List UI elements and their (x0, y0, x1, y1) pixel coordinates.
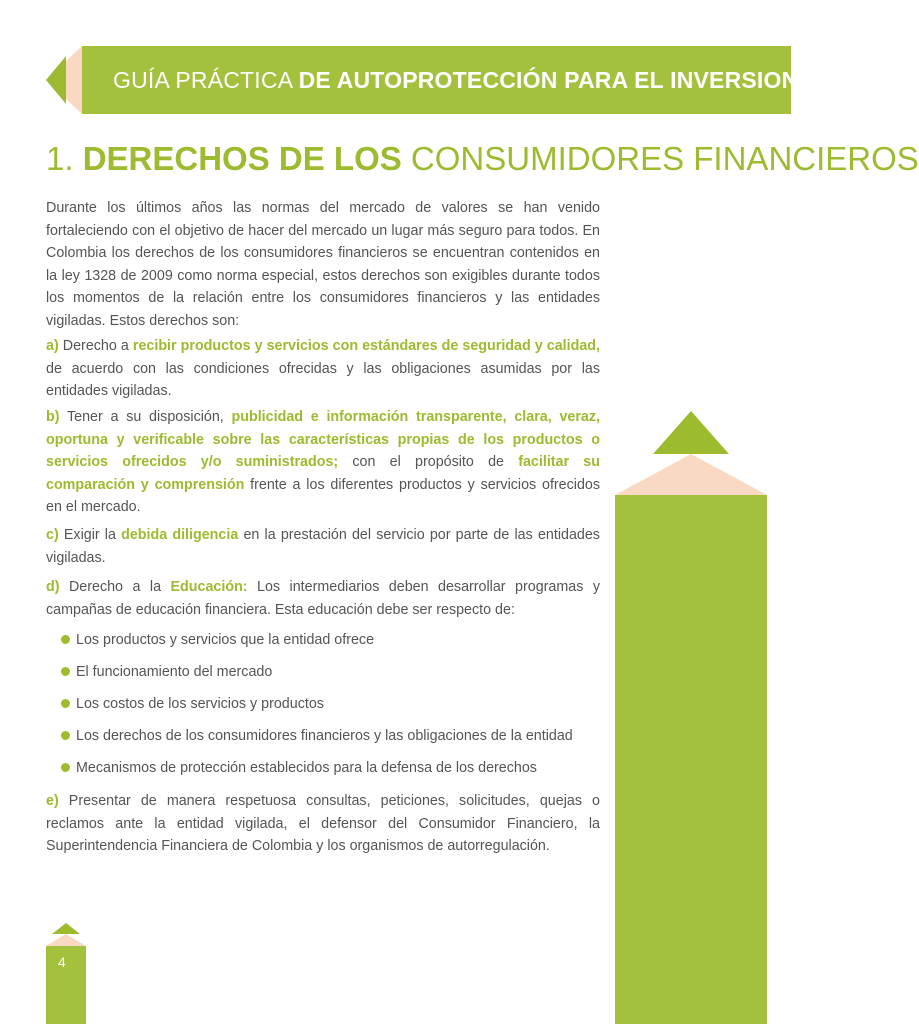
page-pencil-tip-icon (52, 923, 80, 934)
item-d-letter: d) (46, 579, 60, 595)
bullet-dot-icon (61, 763, 70, 772)
pencil-body (615, 495, 767, 1024)
item-b (46, 406, 600, 519)
list-item-text: El funcionamiento del mercado (76, 664, 273, 680)
list-item (60, 661, 600, 693)
list-item-text: Los costos de los servicios y productos (76, 696, 324, 712)
item-d-text-2: Los intermediarios deben desarrollar programas y campañas de educación financiera. Esta educación debe ser respecto de: (46, 579, 600, 618)
item-b-bold-1: publicidad e información transparente, clara, veraz, oportuna y verificable sobre las características propias de los productos o servicios ofrecidos y/o suministrados; (46, 409, 600, 470)
header-pencil-tip-icon (46, 46, 86, 114)
item-e-letter: e) (46, 793, 59, 809)
item-a-letter: a) (46, 338, 59, 354)
item-c-text-1: Exigir la (63, 527, 116, 543)
item-b-letter: b) (46, 409, 60, 425)
bullet-dot-icon (61, 635, 70, 644)
bullet-dot-icon (61, 731, 70, 740)
item-a-text-1: Derecho a (62, 338, 129, 354)
pencil-tip-icon (653, 411, 729, 454)
item-b-text-1: Tener a su disposición, (67, 409, 224, 425)
page-title (46, 139, 919, 179)
bullet-dot-icon (61, 699, 70, 708)
item-d (46, 576, 600, 621)
header-title-light: GUÍA PRÁCTICA (113, 67, 292, 93)
list-item (60, 693, 600, 725)
list-item-text: Mecanismos de protección establecidos para la defensa de los derechos (76, 760, 537, 776)
header-title-bold: DE AUTOPROTECCIÓN PARA EL INVERSIONISTA (298, 67, 850, 93)
list-item (60, 757, 600, 789)
title-bold: DERECHOS DE LOS (82, 140, 402, 177)
title-prefix: 1. (46, 140, 74, 177)
item-a (46, 335, 600, 403)
item-c (46, 524, 600, 569)
education-list (60, 629, 600, 789)
title-rest: CONSUMIDORES FINANCIEROS (410, 140, 919, 177)
item-e (46, 790, 600, 858)
pencil-wood-icon (615, 454, 767, 495)
item-b-text-2: con el propósito de (352, 454, 504, 470)
item-b-text-3: frente a los diferentes productos y servicios ofrecidos en el mercado. (46, 476, 601, 515)
page-pencil-wood-icon (46, 934, 86, 946)
list-item-text: Los derechos de los consumidores financieros y las obligaciones de la entidad (76, 728, 573, 744)
item-b-bold-2: facilitar su comparación y comprensión (46, 454, 600, 493)
item-d-bold-1: Educación: (170, 579, 248, 595)
item-a-bold-1: recibir productos y servicios con estándares de seguridad y calidad, (132, 338, 600, 354)
bullet-dot-icon (61, 667, 70, 676)
item-a-text-2: de acuerdo con las condiciones ofrecidas y las obligaciones asumidas por las entidades vigiladas. (46, 360, 600, 399)
list-item (60, 725, 600, 757)
list-item (60, 629, 600, 661)
item-c-bold-1: debida diligencia (121, 527, 239, 543)
page-pencil-body (46, 946, 86, 1024)
item-d-text-1: Derecho a la (68, 579, 162, 595)
list-item-text: Los productos y servicios que la entidad ofrece (76, 632, 375, 648)
item-c-letter: c) (46, 527, 59, 543)
header-title (113, 63, 850, 97)
item-c-text-2: en la prestación del servicio por parte de las entidades vigiladas. (46, 527, 600, 566)
item-e-text-1: Presentar de manera respetuosa consultas, peticiones, solicitudes, quejas o reclamos ante la entidad vigilada, el defensor del Consumidor Financiero, la Superintendencia Financiera de Colombia y los organismos de autorregulación. (46, 793, 600, 854)
intro-paragraph: Durante los últimos años las normas del mercado de valores se han venido fortaleciendo con el objetivo de hacer del mercado un lugar más seguro para todos. En Colombia los derechos de los consumidores financieros se encuentran contenidos en la ley 1328 de 2009 como norma especial, estos derechos son exigibles durante todos los momentos de la relación entre los consumidores financieros y las entidades vigiladas. Estos derechos son: (46, 200, 600, 329)
page-number: 4 (58, 954, 66, 970)
